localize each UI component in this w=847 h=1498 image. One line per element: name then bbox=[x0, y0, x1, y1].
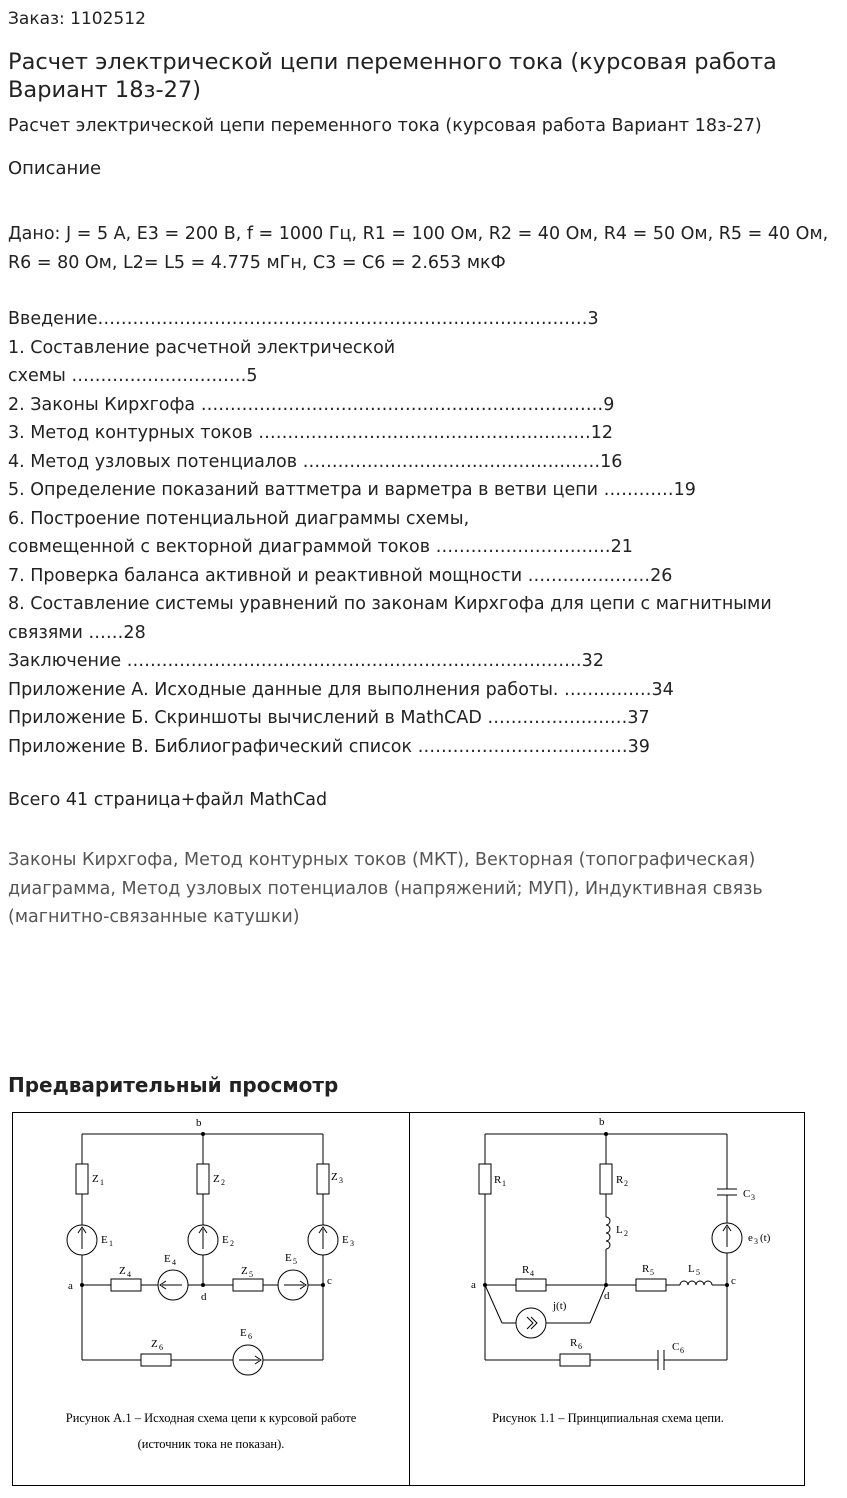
z2-sub: 2 bbox=[221, 1178, 225, 1187]
r5-label: R bbox=[642, 1263, 650, 1275]
z6-label: Z bbox=[151, 1338, 158, 1350]
figure-right bbox=[410, 1113, 806, 1485]
node-c-label: c bbox=[327, 1275, 332, 1287]
toc-line: Введение…………………………………………………………………………3 bbox=[8, 309, 599, 329]
page-count: Всего 41 страница+файл MathCad bbox=[8, 790, 328, 810]
tags: Законы Кирхгофа, Метод контурных токов (МКТ), Векторная (топографическая) диаграмма, Метод узловых потенциалов (напряжений; МУП), Индуктивная связь (магнитно-связанные катушки) bbox=[8, 850, 763, 927]
node-d-label: d bbox=[201, 1291, 207, 1303]
c3-label: C bbox=[743, 1188, 751, 1200]
e1-label: E bbox=[101, 1234, 108, 1246]
l2-sub: 2 bbox=[624, 1229, 628, 1238]
node-b-label: b bbox=[599, 1116, 605, 1128]
node-b-label: b bbox=[196, 1117, 202, 1129]
order-number: Заказ: 1102512 bbox=[8, 9, 146, 29]
toc-line: связями ……28 bbox=[8, 622, 146, 643]
z5-label: Z bbox=[241, 1265, 248, 1277]
r6-sub: 6 bbox=[578, 1342, 582, 1351]
toc-line: 4. Метод узловых потенциалов ……………………………………………16 bbox=[8, 451, 623, 472]
description-heading: Описание bbox=[8, 158, 102, 179]
page-title: Расчет электрической цепи переменного тока (курсовая работа Вариант 18з-27) bbox=[8, 49, 777, 103]
toc-line: 2. Законы Кирхгофа ……………………………………………………………9 bbox=[8, 394, 615, 415]
r1-sub: 1 bbox=[502, 1179, 506, 1188]
r2-label: R bbox=[616, 1174, 624, 1186]
preview-frame bbox=[12, 1112, 805, 1486]
node-a-label: a bbox=[471, 1279, 476, 1291]
figure-left-caption-line1: Рисунок А.1 – Исходная схема цепи к курсовой работе bbox=[65, 1411, 357, 1425]
figure-left-caption-line2: (источник тока не показан). bbox=[137, 1437, 285, 1451]
c3-sub: 3 bbox=[751, 1193, 755, 1202]
table-of-contents bbox=[8, 305, 843, 761]
z5-sub: 5 bbox=[249, 1270, 253, 1279]
e5-sub: 5 bbox=[293, 1257, 297, 1266]
toc-line: 3. Метод контурных токов …………………………………………………12 bbox=[8, 423, 614, 443]
e4-sub: 4 bbox=[172, 1258, 176, 1267]
given-data: Дано: J = 5 А, E3 = 200 В, f = 1000 Гц, R1 = 100 Ом, R2 = 40 Ом, R4 = 50 Ом, R5 = 40 Ом, R6 = 80 Ом, L2= L5 = 4.775 мГн, C3 = C6 = 2.653 мкФ bbox=[8, 224, 829, 273]
z6-sub: 6 bbox=[159, 1343, 163, 1352]
e4-label: E bbox=[164, 1253, 171, 1265]
r1-label: R bbox=[494, 1174, 502, 1186]
toc-line: Заключение ……………………………………………………………………32 bbox=[8, 651, 604, 671]
z3-label: Z bbox=[331, 1171, 338, 1183]
toc-line: 8. Составление системы уравнений по законам Кирхгофа для цепи с магнитными bbox=[8, 594, 772, 614]
node-a-label: a bbox=[68, 1280, 73, 1292]
toc-line: Приложение Б. Скриншоты вычислений в MathCAD ……………………37 bbox=[8, 708, 650, 728]
toc-line: Приложение В. Библиографический список ………………………………39 bbox=[8, 736, 650, 757]
r2-sub: 2 bbox=[624, 1179, 628, 1188]
figure-right-caption: Рисунок 1.1 – Принципиальная схема цепи. bbox=[492, 1411, 724, 1425]
figure-left bbox=[13, 1113, 409, 1485]
e3-sub: 3 bbox=[350, 1239, 354, 1248]
e1-sub: 1 bbox=[109, 1239, 113, 1248]
toc-line: схемы …………………………5 bbox=[8, 366, 258, 386]
r5-sub: 5 bbox=[650, 1268, 654, 1277]
z4-sub: 4 bbox=[127, 1270, 131, 1279]
r4-sub: 4 bbox=[530, 1269, 534, 1278]
toc-line: 5. Определение показаний ваттметра и варметра в ветви цепи …………19 bbox=[8, 480, 696, 500]
e3t-label: e bbox=[748, 1232, 753, 1244]
z4-label: Z bbox=[119, 1265, 126, 1277]
z3-sub: 3 bbox=[339, 1176, 343, 1185]
r6-label: R bbox=[570, 1337, 578, 1349]
e3-label: E bbox=[342, 1234, 349, 1246]
toc-line: 6. Построение потенциальной диаграммы схемы, bbox=[8, 508, 470, 529]
e6-label: E bbox=[240, 1327, 247, 1339]
circuit-diagram-principal bbox=[410, 1113, 806, 1413]
c6-sub: 6 bbox=[680, 1346, 684, 1355]
preview-heading: Предварительный просмотр bbox=[8, 1073, 339, 1097]
e6-sub: 6 bbox=[248, 1332, 252, 1341]
page-subtitle: Расчет электрической цепи переменного тока (курсовая работа Вариант 18з-27) bbox=[8, 116, 762, 136]
toc-line: совмещенной с векторной диаграммой токов …………………………21 bbox=[8, 537, 633, 557]
c6-label: C bbox=[672, 1341, 680, 1353]
l5-label: L bbox=[688, 1263, 695, 1275]
node-d-label: d bbox=[604, 1290, 610, 1302]
jt-label: j(t) bbox=[553, 1300, 567, 1312]
e5-label: E bbox=[285, 1252, 292, 1264]
r4-label: R bbox=[522, 1264, 530, 1276]
z1-label: Z bbox=[92, 1173, 99, 1185]
e2-label: E bbox=[222, 1234, 229, 1246]
l5-sub: 5 bbox=[696, 1268, 700, 1277]
z2-label: Z bbox=[213, 1173, 220, 1185]
toc-line: 7. Проверка баланса активной и реактивной мощности …………………26 bbox=[8, 565, 673, 586]
l2-label: L bbox=[616, 1224, 623, 1236]
e2-sub: 2 bbox=[230, 1239, 234, 1248]
circuit-diagram-general bbox=[13, 1113, 409, 1413]
e3t-arg: (t) bbox=[760, 1232, 771, 1244]
node-c-label: c bbox=[731, 1275, 736, 1287]
toc-line: 1. Составление расчетной электрической bbox=[8, 337, 396, 358]
z1-sub: 1 bbox=[100, 1178, 104, 1187]
toc-line: Приложение А. Исходные данные для выполнения работы. ……………34 bbox=[8, 679, 674, 700]
e3t-sub: 3 bbox=[754, 1237, 758, 1246]
